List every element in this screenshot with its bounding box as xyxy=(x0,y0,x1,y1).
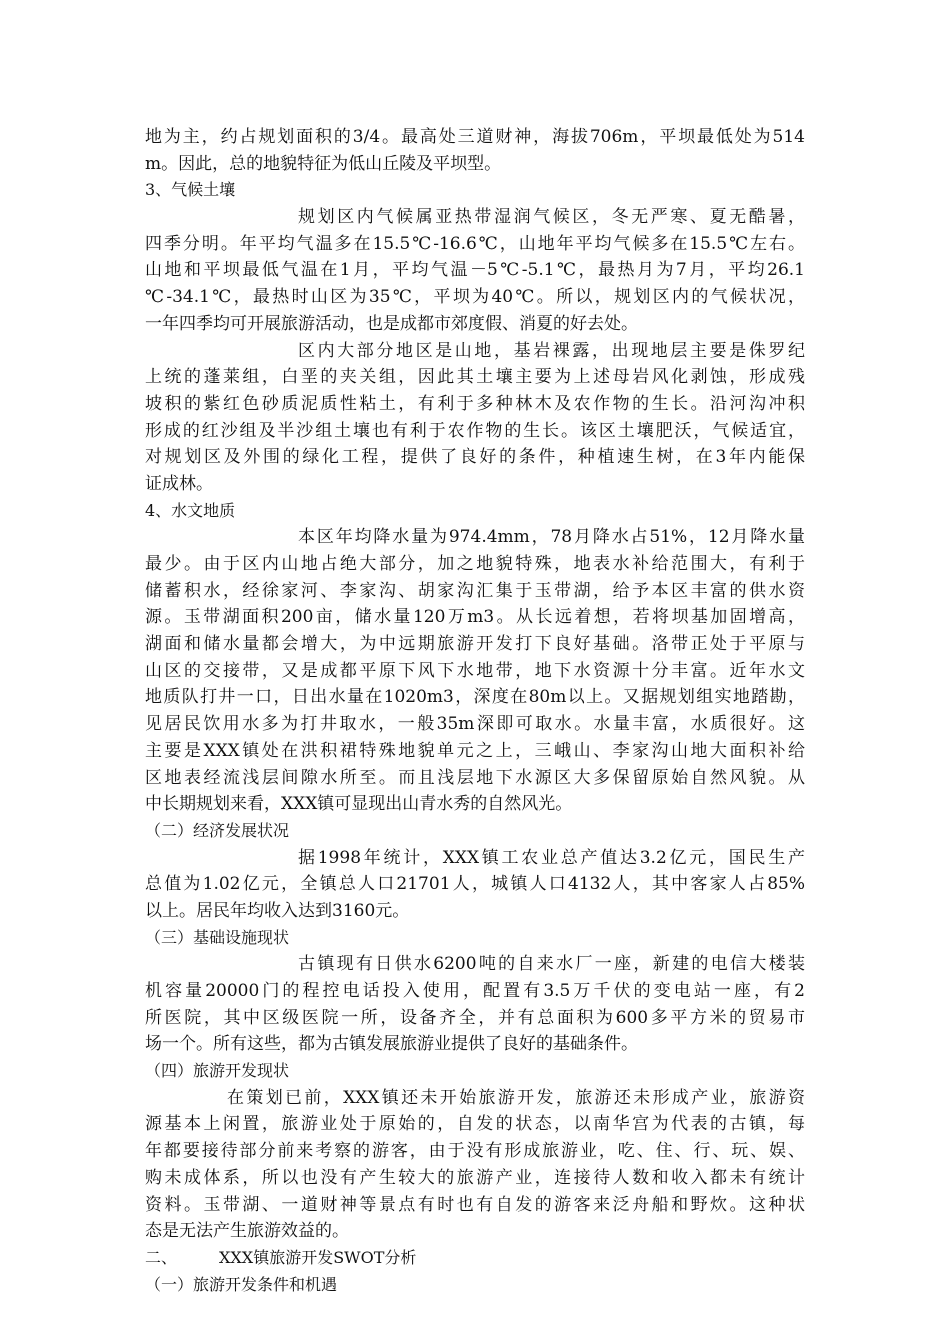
paragraph-line: 区地表经流浅层间隙水所至。而且浅层地下水源区大多保留原始自然风貌。从 xyxy=(145,767,805,788)
paragraph xyxy=(145,338,805,498)
paragraph-line: m。因此，总的地貌特征为低山丘陵及平坝型。 xyxy=(145,153,502,174)
paragraph-line: 山区的交接带，又是成都平原下风下水地带，地下水资源十分丰富。近年水文 xyxy=(145,660,805,681)
paragraph-line: 地质队打井一口，日出水量在1020m3，深度在80m以上。又据规划组实地踏勘， xyxy=(145,687,805,708)
paragraph-line: 储蓄积水，经徐家河、李家沟、胡家沟汇集于玉带湖，给予本区丰富的供水资 xyxy=(145,580,805,601)
paragraph xyxy=(145,204,805,337)
paragraph xyxy=(145,845,805,925)
paragraph-line: 所医院，其中区级医院一所，设备齐全，并有总面积为600多平方米的贸易市 xyxy=(145,1007,805,1028)
section-heading: （四）旅游开发现状 xyxy=(145,1061,290,1081)
paragraph-line: 形成的红沙组及半沙组土壤也有利于农作物的生长。该区土壤肥沃，气候适宜， xyxy=(145,420,805,441)
paragraph-line: 源基本上闲置，旅游业处于原始的，自发的状态，以南华宫为代表的古镇，每 xyxy=(145,1114,805,1135)
chapter-heading xyxy=(145,1245,805,1272)
paragraph xyxy=(145,124,805,177)
paragraph-line: 四季分明。年平均气温多在15.5℃-16.6℃，山地年平均气候多在15.5℃左右。 xyxy=(145,233,805,254)
paragraph-line: 据1998年统计，XXX镇工农业总产值达3.2亿元，国民生产 xyxy=(298,847,805,868)
paragraph-line: 一年四季均可开展旅游活动，也是成都市郊度假、消夏的好去处。 xyxy=(145,313,638,334)
paragraph-line: 购未成体系，所以也没有产生较大的旅游产业，连接待人数和收入都未有统计 xyxy=(145,1167,805,1188)
paragraph-line: 资料。玉带湖、一道财神等景点有时也有自发的游客来泛舟船和野炊。这种状 xyxy=(145,1194,805,1215)
section-heading: （二）经济发展状况 xyxy=(145,820,290,840)
paragraph-line: 上统的蓬莱组，白垩的夹关组，因此其土壤主要为上述母岩风化剥蚀，形成残 xyxy=(145,367,805,388)
paragraph-line: 主要是XXX镇处在洪积裙特殊地貌单元之上，三峨山、李家沟山地大面积补给 xyxy=(145,740,805,761)
paragraph-line: 古镇现有日供水6200吨的自来水厂一座，新建的电信大楼装 xyxy=(298,954,805,975)
section-heading: 3、气候土壤 xyxy=(145,180,236,200)
paragraph-line: 对规划区及外围的绿化工程，提供了良好的条件，种植速生树，在3年内能保 xyxy=(145,447,805,468)
paragraph-line: 场一个。所有这些，都为古镇发展旅游业提供了良好的基础条件。 xyxy=(145,1034,638,1055)
chapter-number: 二、 xyxy=(145,1247,178,1267)
section-heading: （三）基础设施现状 xyxy=(145,927,290,947)
chapter-title: XXX镇旅游开发SWOT分析 xyxy=(219,1247,417,1267)
paragraph-line: 最少。由于区内山地占绝大部分，加之地貌特殊，地表水补给范围大，有利于 xyxy=(145,554,805,574)
paragraph xyxy=(145,1085,805,1245)
paragraph-line: 态是无法产生旅游效益的。 xyxy=(145,1221,349,1242)
paragraph-line: 区内大部分地区是山地，基岩裸露，出现地层主要是侏罗纪 xyxy=(298,340,805,361)
paragraph-line: 地为主，约占规划面积的3/4。最高处三道财神，海拔706m，平坝最低处为514 xyxy=(145,127,805,147)
paragraph xyxy=(145,951,805,1058)
paragraph xyxy=(145,524,805,818)
document-page xyxy=(145,124,805,1298)
paragraph-line: 机容量20000门的程控电话投入使用，配置有3.5万千伏的变电站一座，有2 xyxy=(145,981,805,1001)
section-heading: （一）旅游开发条件和机遇 xyxy=(145,1274,338,1294)
paragraph-line: 年都要接待部分前来考察的游客，由于没有形成旅游业，吃、住、行、玩、娱、 xyxy=(145,1141,805,1162)
section-heading: 4、水文地质 xyxy=(145,500,236,520)
paragraph-line: ℃-34.1℃，最热时山区为35℃，平坝为40℃。所以，规划区内的气候状况， xyxy=(145,287,805,308)
paragraph-line: 湖面和储水量都会增大，为中远期旅游开发打下良好基础。洛带正处于平原与 xyxy=(145,634,805,655)
paragraph-line: 本区年均降水量为974.4mm，78月降水占51%，12月降水量 xyxy=(298,527,805,548)
paragraph-line: 在策划已前，XXX镇还未开始旅游开发，旅游还未形成产业，旅游资 xyxy=(227,1087,805,1108)
paragraph-line: 源。玉带湖面积200亩，储水量120万m3。从长远着想，若将坝基加固增高， xyxy=(145,607,805,628)
paragraph-line: 中长期规划来看，XXX镇可显现出山青水秀的自然风光。 xyxy=(145,794,573,815)
paragraph-line: 坡积的紫红色砂质泥质性粘土，有利于多种林木及农作物的生长。沿河沟冲积 xyxy=(145,393,805,414)
paragraph-line: 规划区内气候属亚热带湿润气候区，冬无严寒、夏无酷暑， xyxy=(298,207,805,228)
paragraph-line: 证成林。 xyxy=(145,473,213,494)
paragraph-line: 总值为1.02亿元，全镇总人口21701人，城镇人口4132人，其中客家人占85% xyxy=(145,874,805,895)
paragraph-line: 山地和平坝最低气温在1月，平均气温－5℃-5.1℃，最热月为7月，平均26.1 xyxy=(145,260,805,281)
paragraph-line: 以上。居民年均收入达到3160元。 xyxy=(145,900,410,921)
paragraph-line: 见居民饮用水多为打井取水，一般35m深即可取水。水量丰富，水质很好。这 xyxy=(145,714,805,735)
